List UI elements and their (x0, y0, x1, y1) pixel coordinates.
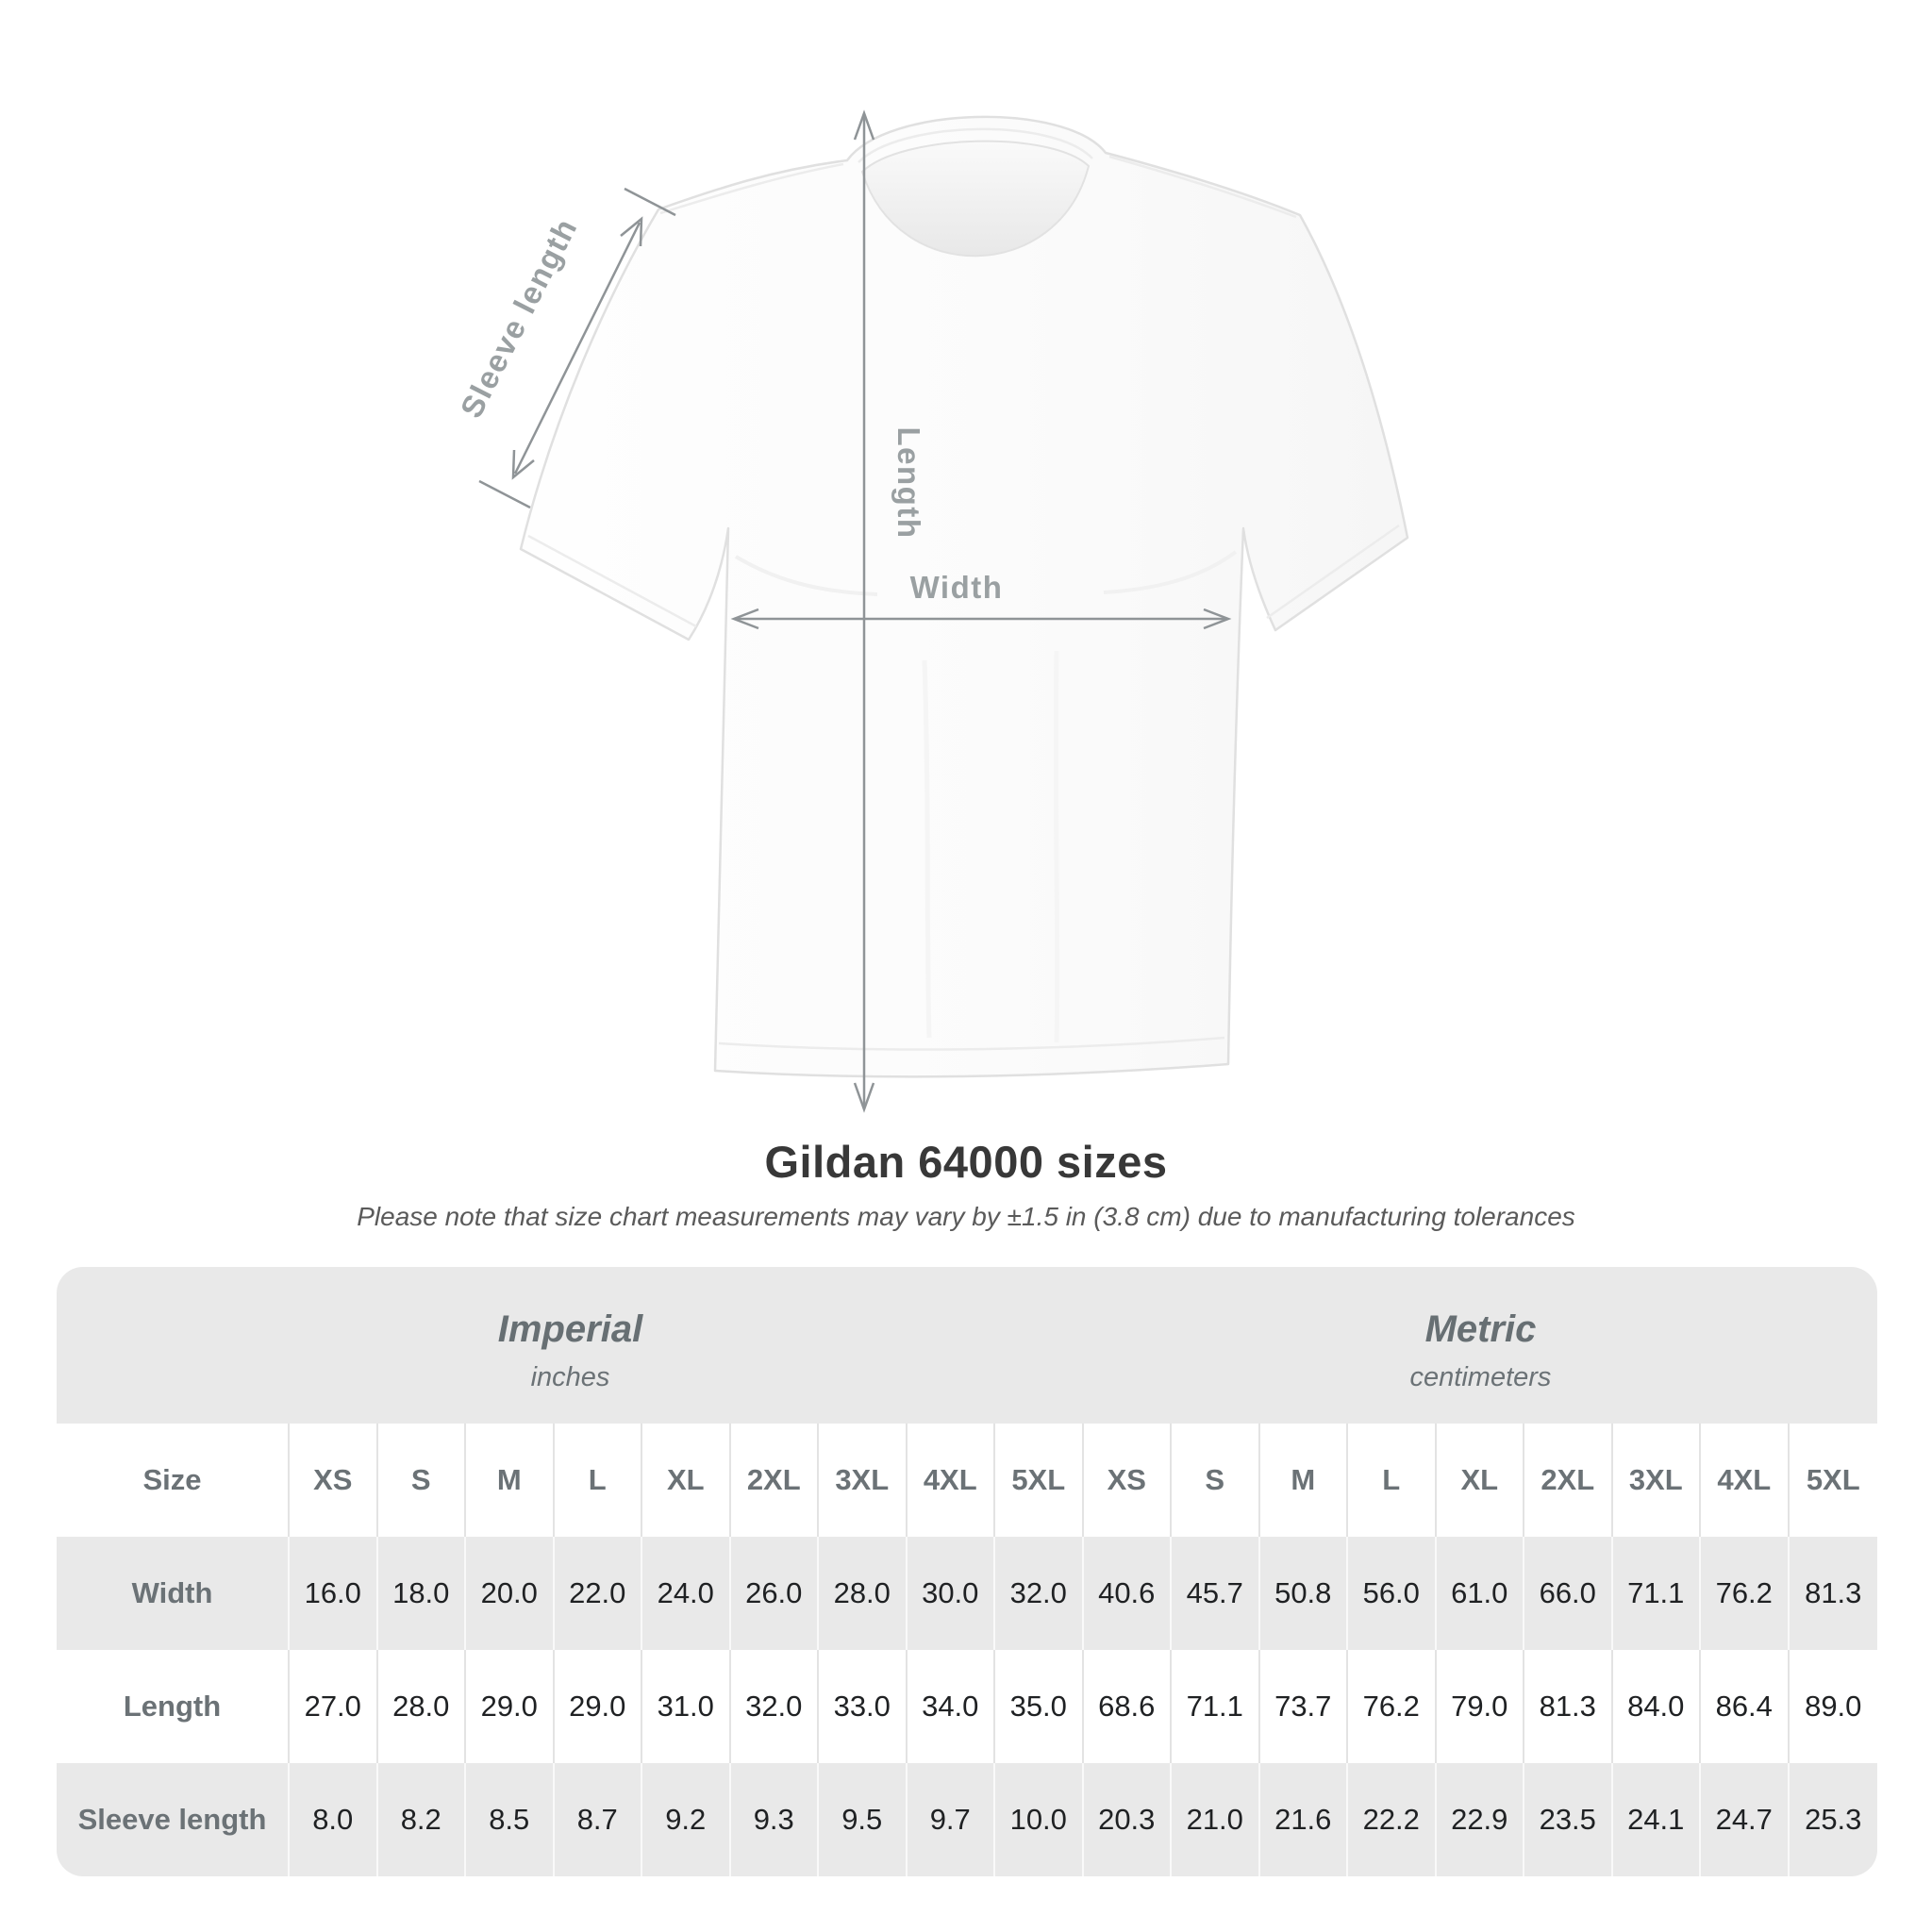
size-header-cell: 3XL (819, 1424, 908, 1537)
metric-unit: centimeters (1409, 1362, 1552, 1392)
value-cell: 22.0 (555, 1537, 643, 1650)
value-cell: 9.2 (642, 1763, 731, 1876)
size-header-cell: M (466, 1424, 555, 1537)
value-cell: 8.5 (466, 1763, 555, 1876)
size-header-cell: XS (1084, 1424, 1173, 1537)
value-cell: 76.2 (1348, 1650, 1437, 1763)
value-cell: 56.0 (1348, 1537, 1437, 1650)
value-cell: 22.9 (1437, 1763, 1525, 1876)
value-cell: 79.0 (1437, 1650, 1525, 1763)
size-header-cell: M (1260, 1424, 1349, 1537)
size-header-cell: 2XL (1524, 1424, 1613, 1537)
value-cell: 71.1 (1172, 1650, 1260, 1763)
value-cell: 61.0 (1437, 1537, 1525, 1650)
value-cell: 20.0 (466, 1537, 555, 1650)
value-cell: 89.0 (1805, 1690, 1862, 1723)
size-header-cell: 4XL (1701, 1424, 1790, 1537)
size-header-cell: L (555, 1424, 643, 1537)
value-cell: 9.5 (819, 1763, 908, 1876)
value-cell: 29.0 (466, 1650, 555, 1763)
size-header-cell: 5XL (1806, 1463, 1860, 1496)
metric-group-header (1084, 1267, 1877, 1424)
value-cell: 21.0 (1172, 1763, 1260, 1876)
value-cell: 26.0 (731, 1537, 820, 1650)
size-header-cell: S (1172, 1424, 1260, 1537)
value-cell: 8.2 (378, 1763, 467, 1876)
size-header-cell: XS (290, 1424, 378, 1537)
value-cell: 35.0 (995, 1650, 1084, 1763)
value-cell: 8.7 (555, 1763, 643, 1876)
value-cell: 9.7 (908, 1763, 996, 1876)
value-cell: 24.0 (642, 1537, 731, 1650)
value-cell: 9.3 (731, 1763, 820, 1876)
value-cell: 31.0 (642, 1650, 731, 1763)
value-cell: 18.0 (378, 1537, 467, 1650)
width-row (57, 1537, 1877, 1650)
value-cell: 20.3 (1084, 1763, 1173, 1876)
size-header-cell: S (378, 1424, 467, 1537)
value-cell: 28.0 (378, 1650, 467, 1763)
value-cell: 68.6 (1084, 1650, 1173, 1763)
value-cell: 30.0 (908, 1537, 996, 1650)
value-cell: 23.5 (1524, 1763, 1613, 1876)
size-table (57, 1267, 1877, 1876)
sleeve-length-label: Sleeve length (453, 211, 584, 424)
imperial-group-header (57, 1267, 1084, 1424)
size-header-cell: L (1348, 1424, 1437, 1537)
sleeve-length-row (57, 1763, 1877, 1876)
value-cell: 84.0 (1613, 1650, 1702, 1763)
size-col-header: Size (57, 1424, 290, 1537)
value-cell: 24.1 (1613, 1763, 1702, 1876)
length-row (57, 1650, 1877, 1763)
size-header-cell: 5XL (995, 1424, 1084, 1537)
size-header-cell: 3XL (1613, 1424, 1702, 1537)
value-cell: 10.0 (995, 1763, 1084, 1876)
value-cell: 32.0 (995, 1537, 1084, 1650)
metric-label: Metric (1424, 1308, 1537, 1350)
size-header-cell: 2XL (731, 1424, 820, 1537)
size-header-row (57, 1424, 1877, 1537)
value-cell: 28.0 (819, 1537, 908, 1650)
value-cell: 66.0 (1524, 1537, 1613, 1650)
value-cell: 21.6 (1260, 1763, 1349, 1876)
value-cell: 45.7 (1172, 1537, 1260, 1650)
unit-group-row (57, 1267, 1877, 1424)
page-title: Gildan 64000 sizes (764, 1137, 1168, 1187)
value-cell: 76.2 (1701, 1537, 1790, 1650)
value-cell: 16.0 (290, 1537, 378, 1650)
length-label: Length (891, 426, 926, 540)
value-cell: 33.0 (819, 1650, 908, 1763)
value-cell: 71.1 (1613, 1537, 1702, 1650)
row-label: Width (57, 1537, 290, 1650)
value-cell: 22.2 (1348, 1763, 1437, 1876)
size-header-cell: XL (1437, 1424, 1525, 1537)
value-cell: 24.7 (1701, 1763, 1790, 1876)
value-cell: 81.3 (1805, 1576, 1862, 1609)
row-label: Length (57, 1650, 290, 1763)
width-label: Width (909, 570, 1004, 605)
value-cell: 81.3 (1524, 1650, 1613, 1763)
value-cell: 27.0 (290, 1650, 378, 1763)
row-label: Sleeve length (57, 1763, 290, 1876)
value-cell: 86.4 (1701, 1650, 1790, 1763)
value-cell: 34.0 (908, 1650, 996, 1763)
tolerance-note: Please note that size chart measurements may vary by ±1.5 in (3.8 cm) due to manufacturing tolerances (357, 1202, 1575, 1231)
size-header-cell: XL (642, 1424, 731, 1537)
value-cell: 25.3 (1805, 1803, 1862, 1836)
size-header-cell: 4XL (908, 1424, 996, 1537)
value-cell: 40.6 (1084, 1537, 1173, 1650)
value-cell: 73.7 (1260, 1650, 1349, 1763)
value-cell: 29.0 (555, 1650, 643, 1763)
value-cell: 50.8 (1260, 1537, 1349, 1650)
value-cell: 8.0 (290, 1763, 378, 1876)
imperial-unit: inches (530, 1362, 610, 1392)
value-cell: 32.0 (731, 1650, 820, 1763)
imperial-label: Imperial (497, 1308, 643, 1350)
